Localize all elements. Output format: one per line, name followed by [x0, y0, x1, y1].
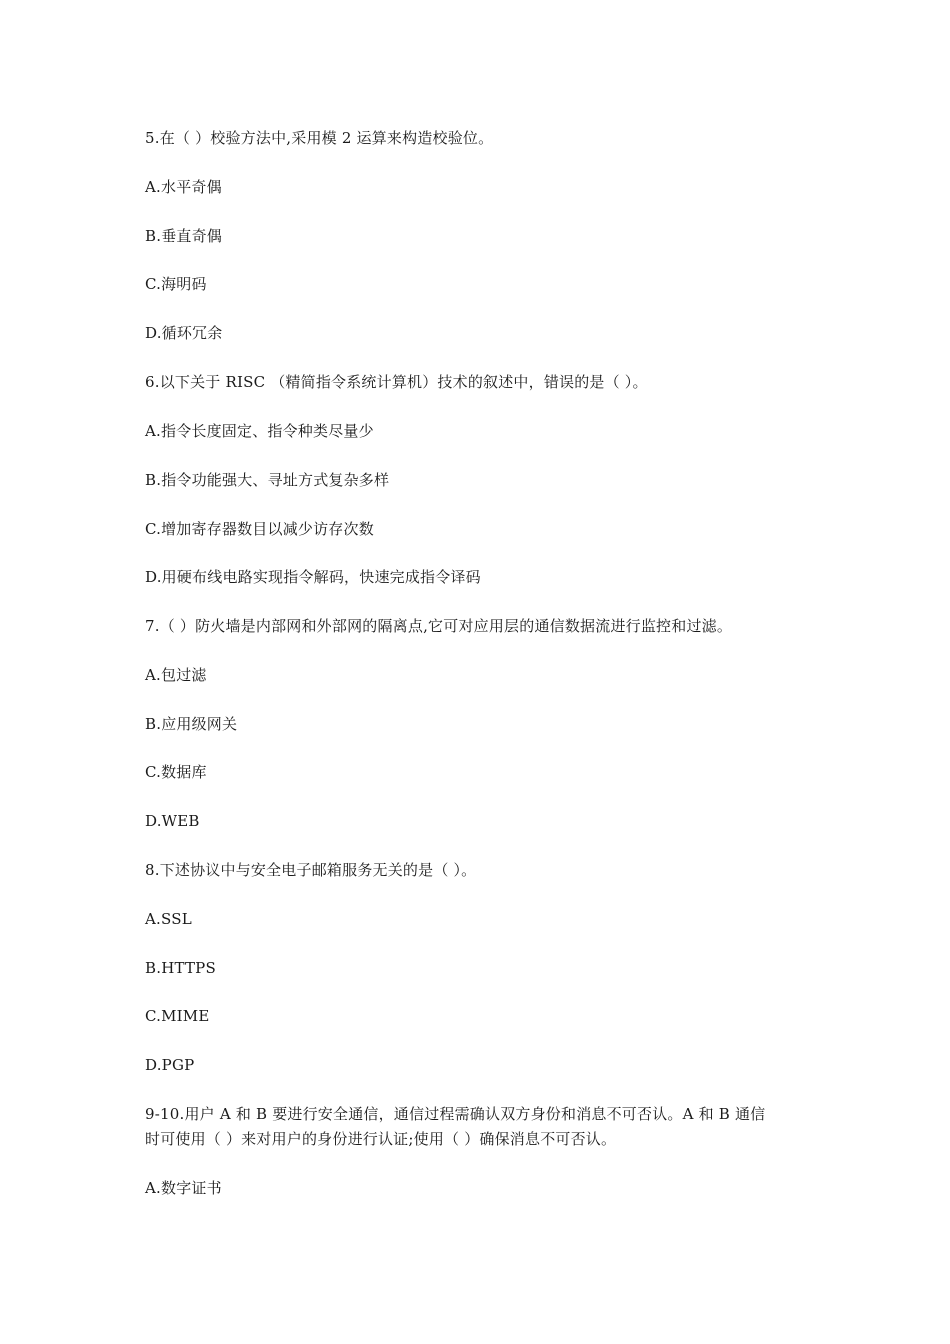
question-5-option-c: C.海明码: [145, 275, 207, 293]
question-7-option-d: D.WEB: [145, 812, 200, 830]
question-5-stem: 5.在（ ）校验方法中,采用模 2 运算来构造校验位。: [145, 129, 494, 147]
question-6-option-c: C.增加寄存器数目以减少访存次数: [145, 520, 374, 538]
question-7-option-b: B.应用级网关: [145, 715, 238, 733]
question-8-option-d: D.PGP: [145, 1056, 195, 1074]
question-6-option-b: B.指令功能强大、寻址方式复杂多样: [145, 471, 390, 489]
question-8-option-b: B.HTTPS: [145, 959, 216, 977]
question-6-stem: 6.以下关于 RISC （精简指令系统计算机）技术的叙述中，错误的是（ ）。: [145, 373, 648, 391]
question-5-option-b: B.垂直奇偶: [145, 227, 222, 245]
question-5-option-a: A.水平奇偶: [145, 178, 222, 196]
question-8-stem: 8.下述协议中与安全电子邮箱服务无关的是（ ）。: [145, 861, 477, 879]
question-7-option-c: C.数据库: [145, 763, 207, 781]
question-9-10-option-a: A.数字证书: [145, 1179, 222, 1197]
question-6-option-d: D.用硬布线电路实现指令解码，快速完成指令译码: [145, 568, 481, 586]
question-5-option-d: D.循环冗余: [145, 324, 223, 342]
question-8-option-a: A.SSL: [145, 910, 192, 928]
question-8-option-c: C.MIME: [145, 1007, 210, 1025]
question-9-10-stem-line-2: 时可使用（ ）来对用户的身份进行认证;使用（ ）确保消息不可否认。: [145, 1130, 617, 1148]
question-6-option-a: A.指令长度固定、指令种类尽量少: [145, 422, 374, 440]
question-7-option-a: A.包过滤: [145, 666, 207, 684]
question-9-10-stem-line-1: 9-10.用户 A 和 B 要进行安全通信，通信过程需确认双方身份和消息不可否认。A 和 B 通信: [145, 1105, 766, 1123]
question-7-stem: 7.（ ）防火墙是内部网和外部网的隔离点,它可对应用层的通信数据流进行监控和过滤。: [145, 617, 733, 635]
